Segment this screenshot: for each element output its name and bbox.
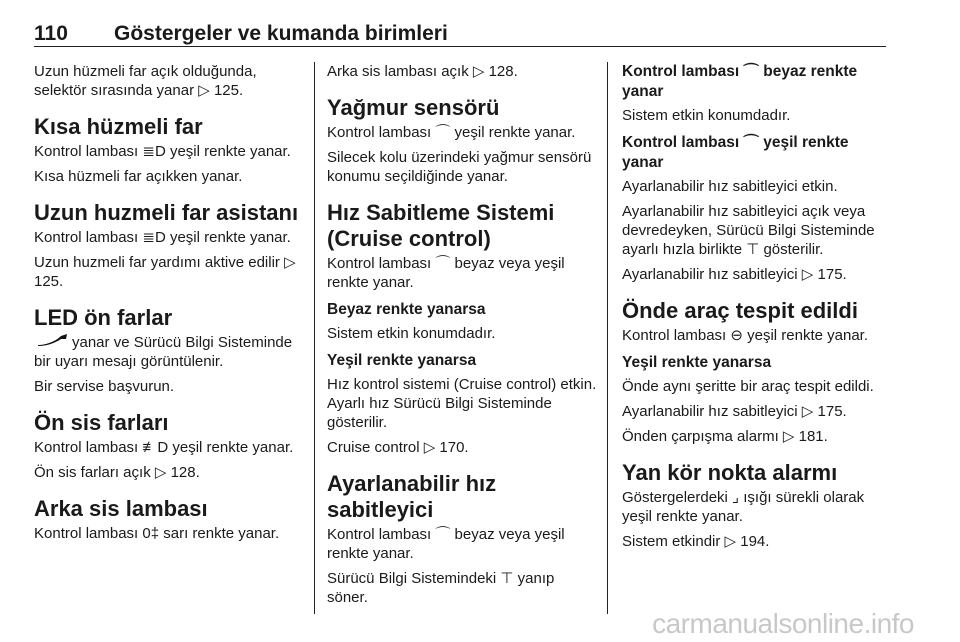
section-heading: Yan kör nokta alarmı xyxy=(622,460,838,485)
section-heading: Ön sis farları xyxy=(34,410,169,435)
page-title: Göstergeler ve kumanda birimleri xyxy=(114,22,448,45)
section-heading: Yağmur sensörü xyxy=(327,95,500,120)
section-heading: Ayarlanabilir hız sabitleyici xyxy=(327,471,497,522)
subsection-heading: Yeşil renkte yanarsa xyxy=(327,352,477,369)
paragraph: Sistem etkin konumdadır. xyxy=(622,107,791,124)
section-heading: LED ön farlar xyxy=(34,305,173,330)
paragraph: Kontrol lambası ⊖ yeşil renkte yanar. xyxy=(622,327,869,344)
paragraph: Kısa hüzmeli far açıkken yanar. xyxy=(34,168,243,185)
column-2 xyxy=(327,62,599,613)
section-heading: Arka sis lambası xyxy=(34,496,208,521)
paragraph: Kontrol lambası 0‡ sarı renkte yanar. xyxy=(34,525,280,542)
paragraph: Arka sis lambası açık ▷ 128. xyxy=(327,63,518,80)
paragraph: Önde aynı şeritte bir araç tespit edildi. xyxy=(622,378,874,395)
subsection-heading: Kontrol lambası ⌒ beyaz renkte yanar xyxy=(622,63,858,100)
paragraph: Uzun huzmeli far yardımı aktive edilir ▷ 125. xyxy=(34,254,296,290)
paragraph: Kontrol lambası ⌒ beyaz veya yeşil renkte yanar. xyxy=(327,255,565,291)
led-headlight-icon xyxy=(37,333,69,352)
paragraph: Kontrol lambası ⌒ yeşil renkte yanar. xyxy=(327,124,576,141)
paragraph: Ön sis farları açık ▷ 128. xyxy=(34,464,200,481)
section-heading: Hız Sabitleme Sistemi (Cruise control) xyxy=(327,200,555,251)
paragraph xyxy=(34,333,306,371)
subsection-heading: Yeşil renkte yanarsa xyxy=(622,354,772,371)
paragraph: Uzun hüzmeli far açık olduğunda, selektör sırasında yanar ▷ 125. xyxy=(34,63,257,99)
paragraph: Silecek kolu üzerindeki yağmur sensörü konumu seçildiğinde yanar. xyxy=(327,149,592,185)
paragraph: Sürücü Bilgi Sistemindeki ⊤ yanıp söner. xyxy=(327,570,555,606)
column-1 xyxy=(34,62,306,549)
header-rule xyxy=(34,46,886,47)
section-heading: Kısa hüzmeli far xyxy=(34,114,203,139)
column-divider xyxy=(314,62,315,614)
subsection-heading: Beyaz renkte yanarsa xyxy=(327,301,486,318)
led-text: yanar ve Sürücü Bilgi Sisteminde bir uyarı mesajı görüntülenir. xyxy=(34,334,293,370)
section-heading: Uzun huzmeli far asistanı xyxy=(34,200,299,225)
paragraph: Sistem etkindir ▷ 194. xyxy=(622,533,770,550)
paragraph: Sistem etkin konumdadır. xyxy=(327,325,496,342)
paragraph: Ayarlanabilir hız sabitleyici ▷ 175. xyxy=(622,266,847,283)
paragraph: Bir servise başvurun. xyxy=(34,378,175,395)
paragraph: Kontrol lambası ≣D yeşil renkte yanar. xyxy=(34,143,291,160)
subsection-heading: Kontrol lambası ⌒ yeşil renkte yanar xyxy=(622,134,849,171)
paragraph: Hız kontrol sistemi (Cruise control) etkin. Ayarlı hız Sürücü Bilgi Sisteminde gösterilir. xyxy=(327,376,597,431)
paragraph: Önden çarpışma alarmı ▷ 181. xyxy=(622,428,828,445)
paragraph: Ayarlanabilir hız sabitleyici etkin. xyxy=(622,178,838,195)
paragraph: Ayarlanabilir hız sabitleyici açık veya devredeyken, Sürücü Bilgi Sisteminde ayarlı hızla birlikte ⊤ gösterilir. xyxy=(622,203,875,258)
column-3 xyxy=(622,62,888,557)
paragraph: Göstergelerdeki ⌟ ışığı sürekli olarak yeşil renkte yanar. xyxy=(622,489,865,525)
paragraph: Ayarlanabilir hız sabitleyici ▷ 175. xyxy=(622,403,847,420)
paragraph: Cruise control ▷ 170. xyxy=(327,439,469,456)
section-heading: Önde araç tespit edildi xyxy=(622,298,858,323)
paragraph: Kontrol lambası ⌒ beyaz veya yeşil renkte yanar. xyxy=(327,526,565,562)
page-number: 110 xyxy=(34,22,68,45)
column-divider xyxy=(607,62,608,614)
watermark: carmanualsonline.info xyxy=(652,608,914,639)
paragraph: Kontrol lambası ≣D yeşil renkte yanar. xyxy=(34,229,291,246)
page-header xyxy=(34,8,886,44)
paragraph: Kontrol lambası ≢D yeşil renkte yanar. xyxy=(34,439,294,456)
